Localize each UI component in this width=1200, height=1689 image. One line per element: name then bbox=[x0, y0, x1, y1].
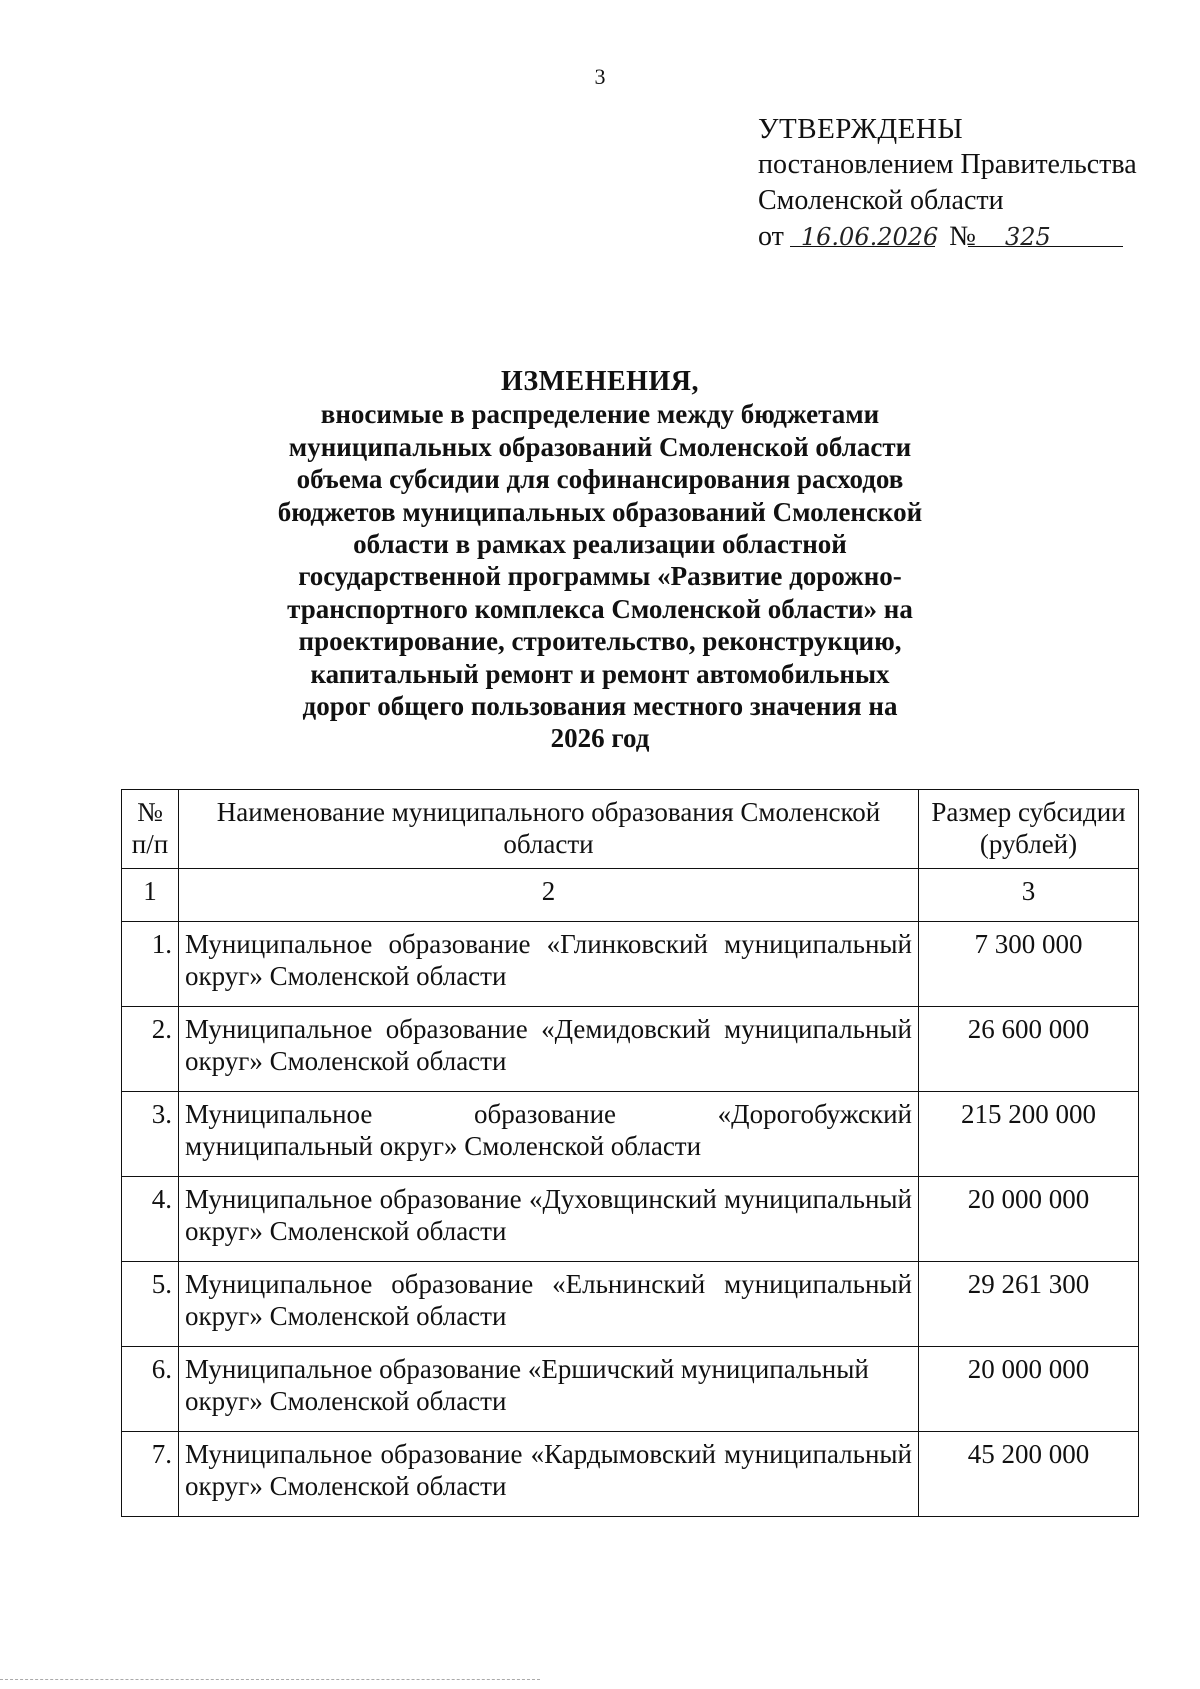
row-number: 4. bbox=[122, 1177, 179, 1262]
row-name: Муниципальное образование «Глинковский муниципальный округ» Смоленской области bbox=[179, 922, 919, 1007]
title-line: 2026 год bbox=[550, 723, 650, 754]
row-amount: 7 300 000 bbox=[919, 922, 1139, 1007]
handwritten-number: 325 bbox=[1005, 223, 1051, 251]
row-number: 6. bbox=[122, 1347, 179, 1432]
title-line: государственной программы «Развитие дорожно- bbox=[298, 561, 902, 592]
header-name: Наименование муниципального образования Смоленской области bbox=[179, 790, 919, 869]
title-line: транспортного комплекса Смоленской области» на bbox=[287, 593, 913, 624]
title-line: объема субсидии для софинансирования расходов bbox=[296, 464, 904, 495]
title-main: ИЗМЕНЕНИЯ, bbox=[501, 366, 699, 397]
title-line: области в рамках реализации областной bbox=[353, 529, 847, 560]
row-amount: 45 200 000 bbox=[919, 1432, 1139, 1517]
table-row bbox=[122, 1262, 1139, 1347]
row-number: 7. bbox=[122, 1432, 179, 1517]
table-row bbox=[122, 1432, 1139, 1517]
col-number-2: 2 bbox=[179, 869, 919, 922]
row-amount: 215 200 000 bbox=[919, 1092, 1139, 1177]
date-underline bbox=[790, 246, 935, 247]
approval-line-1: постановлением Правительства bbox=[758, 149, 1137, 180]
row-name: Муниципальное образование «Ельнинский муниципальный округ» Смоленской области bbox=[179, 1262, 919, 1347]
row-amount: 26 600 000 bbox=[919, 1007, 1139, 1092]
table-row bbox=[122, 922, 1139, 1007]
row-number: 3. bbox=[122, 1092, 179, 1177]
row-name: Муниципальное образование «Духовщинский муниципальный округ» Смоленской области bbox=[179, 1177, 919, 1262]
header-number: № п/п bbox=[122, 790, 179, 869]
number-underline bbox=[968, 246, 1123, 247]
col-number-1: 1 bbox=[122, 869, 179, 922]
title-line: муниципальных образований Смоленской области bbox=[288, 431, 912, 462]
title-line: дорог общего пользования местного значения на bbox=[302, 691, 898, 722]
approval-date-row bbox=[758, 220, 1137, 256]
page-number: 3 bbox=[594, 64, 606, 89]
header-amount: Размер субсидии (рублей) bbox=[919, 790, 1139, 869]
handwritten-date: 16.06.2026 bbox=[800, 223, 939, 251]
row-name: Муниципальное образование «Демидовский муниципальный округ» Смоленской области bbox=[179, 1007, 919, 1092]
title-line: проектирование, строительство, реконструкцию, bbox=[298, 626, 902, 657]
col-number-3: 3 bbox=[919, 869, 1139, 922]
row-number: 2. bbox=[122, 1007, 179, 1092]
table-row bbox=[122, 1007, 1139, 1092]
table-header-row bbox=[122, 790, 1139, 869]
table-row bbox=[122, 1347, 1139, 1432]
from-label: от bbox=[758, 221, 784, 252]
row-amount: 29 261 300 bbox=[919, 1262, 1139, 1347]
table-row bbox=[122, 1092, 1139, 1177]
approval-heading: УТВЕРЖДЕНЫ bbox=[758, 113, 964, 145]
title-line: капитальный ремонт и ремонт автомобильных bbox=[310, 658, 890, 689]
title-line: вносимые в распределение между бюджетами bbox=[320, 399, 880, 430]
approval-stamp bbox=[758, 112, 1137, 256]
row-name: Муниципальное образование «Дорогобужский муниципальный округ» Смоленской области bbox=[179, 1092, 919, 1177]
number-label: № bbox=[949, 221, 977, 252]
document-title bbox=[150, 366, 1050, 755]
row-name: Муниципальное образование «Кардымовский муниципальный округ» Смоленской области bbox=[179, 1432, 919, 1517]
column-numbering-row bbox=[122, 869, 1139, 922]
row-amount: 20 000 000 bbox=[919, 1347, 1139, 1432]
row-number: 1. bbox=[122, 922, 179, 1007]
row-name: Муниципальное образование «Ершичский муниципальный округ» Смоленской области bbox=[179, 1347, 919, 1432]
scan-edge-line bbox=[0, 1679, 540, 1680]
subsidy-table bbox=[121, 789, 1139, 1517]
table-row bbox=[122, 1177, 1139, 1262]
title-line: бюджетов муниципальных образований Смоленской bbox=[277, 496, 923, 527]
row-number: 5. bbox=[122, 1262, 179, 1347]
row-amount: 20 000 000 bbox=[919, 1177, 1139, 1262]
approval-line-2: Смоленской области bbox=[758, 185, 1004, 216]
